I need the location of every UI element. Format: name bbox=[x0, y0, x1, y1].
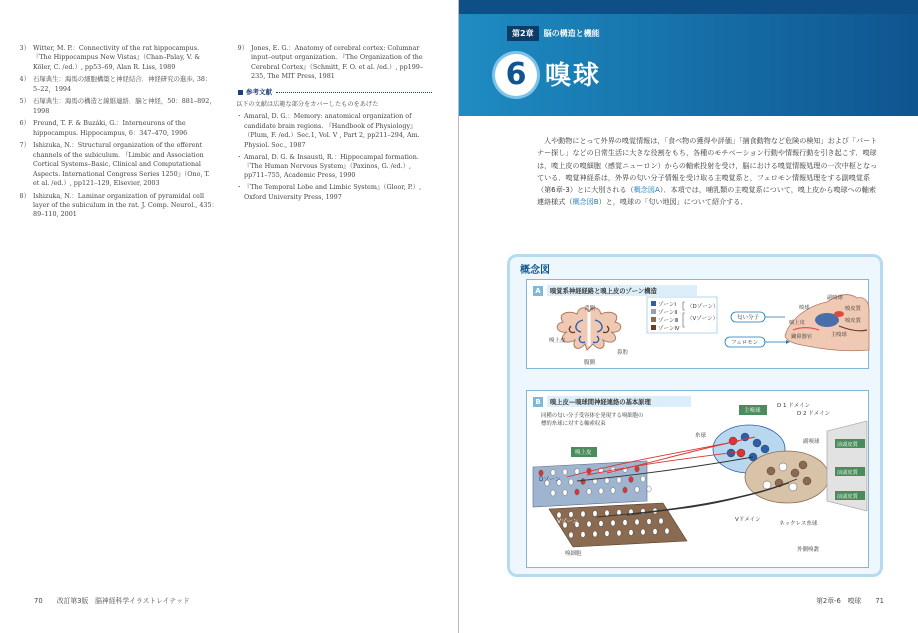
glomerulus-circle bbox=[799, 461, 807, 469]
label-olfactory-epithelium: 嗅上皮 bbox=[549, 338, 566, 344]
label-v-zone: （Vゾーン） bbox=[687, 316, 719, 322]
olfactory-cell-body bbox=[563, 490, 567, 496]
chapter-number: 第2章 bbox=[507, 26, 539, 41]
epithelium-block bbox=[533, 461, 687, 547]
panel-a-title: 嗅覚系神経経路と嗅上皮のゾーン構造 bbox=[547, 285, 697, 296]
olfactory-cell-body bbox=[587, 489, 591, 495]
olfactory-cell-body bbox=[551, 490, 555, 496]
olfactory-cell-body bbox=[635, 487, 639, 493]
zone-label: ゾーンⅢ bbox=[658, 318, 679, 324]
olfactory-cell-body bbox=[617, 530, 621, 536]
label-nasal-cavity: 鼻腔 bbox=[617, 350, 629, 356]
label-d-zone-b: Dゾーン bbox=[539, 477, 561, 483]
references-column-1 bbox=[18, 44, 218, 223]
panel-a-label: A bbox=[533, 286, 543, 296]
reference-item bbox=[18, 75, 218, 94]
right-page bbox=[459, 0, 918, 633]
olfactory-cell-body bbox=[593, 531, 597, 537]
label-external-plexiform: 外側嗅叢 bbox=[797, 547, 820, 553]
reference-number: 4） bbox=[19, 75, 30, 84]
olfactory-cell-body bbox=[635, 466, 639, 472]
olfactory-cell-body bbox=[599, 488, 603, 494]
section-number: 6 bbox=[495, 54, 537, 96]
olfactory-cell-body bbox=[629, 477, 633, 483]
intro-text: ）．本項では，哺乳類の主嗅覚系について，嗅上皮から嗅球への軸索連絡様式（ bbox=[537, 185, 876, 207]
reference-number: 3） bbox=[19, 44, 30, 52]
reference-item bbox=[18, 97, 218, 116]
zone-swatch bbox=[651, 317, 656, 322]
further-reading-heading bbox=[236, 88, 432, 97]
dotted-rule bbox=[276, 92, 432, 93]
panel-b bbox=[526, 390, 869, 568]
further-reading-item bbox=[236, 112, 432, 150]
olfactory-cell-body bbox=[557, 512, 561, 518]
olfactory-cell-body bbox=[611, 488, 615, 494]
running-title-right: 第2章-6 嗅球 bbox=[816, 597, 862, 605]
label-d1-domain: D 1 ドメイン bbox=[777, 403, 811, 409]
olfactory-cell-body bbox=[641, 476, 645, 482]
zone-legend bbox=[647, 297, 717, 333]
olfactory-cell-body bbox=[563, 469, 567, 475]
olfactory-cell-body bbox=[605, 531, 609, 537]
left-folio bbox=[34, 595, 190, 605]
further-reading-item bbox=[236, 153, 432, 181]
olfactory-cell-body bbox=[539, 470, 543, 476]
bullet-icon: ・ bbox=[236, 183, 243, 192]
panel-a-illustration bbox=[527, 280, 870, 370]
panel-b-illustration bbox=[527, 391, 870, 569]
further-reading-note: 以下の文献は広範な部分をカバーしたものをあげた bbox=[236, 101, 379, 109]
turbinate-illustration bbox=[557, 308, 621, 350]
reference-number: 8） bbox=[19, 191, 30, 200]
reference-text: Jones, E. G.：Anatomy of cerebral cortex: Columnar input–output organization. 『The Organization of the Cerebral Cortex』（Schmitt, F. O. et al. /ed.）, pp199–235, The MIT Press, 1981 bbox=[251, 44, 424, 81]
label-ventral: 腹側 bbox=[584, 360, 596, 366]
olfactory-cell-body bbox=[569, 532, 573, 538]
olfactory-cell-body bbox=[623, 520, 627, 526]
header-top-strip bbox=[459, 0, 918, 14]
figure-reference-link[interactable]: 概念図B bbox=[572, 197, 599, 207]
label-d-zone: （Dゾーン） bbox=[687, 304, 719, 310]
accessory-bulb-shape bbox=[834, 311, 844, 317]
label-olfactory-cortex: 嗅皮質 bbox=[845, 306, 861, 312]
references-list-2 bbox=[236, 44, 432, 82]
label-description-1: 同種の匂い分子受容体を発現する嗅細胞の bbox=[541, 413, 644, 419]
further-reading-text: 『The Temporal Lobe and Limbic System』（Gloor, P.）, Oxford University Press, 1997 bbox=[244, 183, 422, 201]
concept-figure bbox=[507, 254, 883, 577]
reference-item bbox=[18, 119, 218, 138]
zone-label: ゾーンⅣ bbox=[658, 326, 680, 332]
zone-swatch bbox=[651, 309, 656, 314]
olfactory-cell-body bbox=[653, 529, 657, 535]
glomerulus-circle bbox=[803, 477, 811, 485]
label-v-zone-b: Vゾーン bbox=[557, 519, 579, 525]
panel-b-title: 嗅上皮—嗅球間神経連絡の基本原理 bbox=[547, 396, 691, 407]
olfactory-cell-body bbox=[647, 519, 651, 525]
label-anterior-cortex: 前頭皮質 bbox=[837, 442, 858, 448]
section-title: 嗅球 bbox=[545, 61, 602, 91]
chapter-label bbox=[507, 26, 600, 41]
label-olfactory-cortex-2: 嗅皮質 bbox=[845, 318, 861, 324]
reference-item bbox=[18, 192, 218, 220]
label-olfactory-epithelium-2: 嗅上皮 bbox=[789, 320, 805, 326]
glomerulus-circle bbox=[791, 469, 799, 477]
reference-text: Ishizuka, N.：Structural organization of the efferent channels of the subiculum. 『Limbic and Association Cortical Systems–Basic, Clinical and Computational Aspects. International Congress Series 1250』（Ono, T. et al. /ed.）, pp121–129, Elsevier, 2003 bbox=[33, 141, 210, 188]
glomerulus-circle bbox=[753, 439, 761, 447]
label-main-bulb: 嗅球 bbox=[799, 305, 810, 311]
olfactory-cell-body bbox=[641, 529, 645, 535]
panel-b-label: B bbox=[533, 397, 543, 407]
reference-text: Freund, T. F. & Buzáki, G.：Interneurons of the hippocampus. Hippocampus, 6：347–470, 1996 bbox=[33, 119, 188, 137]
reference-text: Witter, M. P.：Connectivity of the rat hippocampus. 『The Hippocampus New Vistas』（Chan–Palay, V. & Köler, C. /ed.）, pp53–69, Alan R. Liss, 1989 bbox=[33, 44, 201, 71]
label-cortex-3: 前頭皮質 bbox=[837, 494, 858, 500]
further-reading-list bbox=[236, 112, 432, 202]
label-vomeronasal: 鋤鼻器官 bbox=[791, 334, 813, 340]
glomerulus-circle bbox=[779, 463, 787, 471]
label-glomerulus: 糸球 bbox=[695, 433, 707, 439]
concept-title: 概念図 bbox=[520, 265, 550, 276]
reference-item bbox=[236, 44, 432, 82]
glomerulus-circle bbox=[737, 449, 745, 457]
square-bullet-icon bbox=[238, 90, 243, 95]
glomerulus-circle bbox=[761, 445, 769, 453]
figure-reference-link[interactable]: 概念図A bbox=[633, 185, 660, 195]
reference-number: 6） bbox=[19, 119, 30, 128]
glomerulus-circle bbox=[763, 481, 771, 489]
label-dorsal: 背側 bbox=[584, 306, 596, 312]
reference-number: 9） bbox=[237, 44, 248, 52]
glomerulus-circle bbox=[789, 483, 797, 491]
further-reading-title: 参考文献 bbox=[246, 87, 272, 96]
label-main-bulb-b: 主嗅球 bbox=[744, 408, 761, 414]
label-cortex-2: 前頭皮質 bbox=[837, 470, 858, 476]
intro-paragraph bbox=[537, 135, 883, 209]
further-reading-text: Amaral, D. G.：Memory: anatomical organization of candidate brain regions. 『Handbook of Physiology』（Plum, F. /ed.）Sec.1, Vol. V , Part 2, pp211–294, Am. Physiol. Soc., 1987 bbox=[244, 112, 420, 149]
reference-item bbox=[18, 141, 218, 188]
olfactory-cell-body bbox=[581, 511, 585, 517]
olfactory-cell-body bbox=[581, 479, 585, 485]
reference-text: Ishizuka, N.：Laminar organization of pyramidal cell layer of the subiculum in the rat. J. Comp. Neurol., 435：89–110, 2001 bbox=[33, 191, 218, 219]
label-d2-domain: D 2 ドメイン bbox=[797, 411, 831, 417]
chapter-title: 脳の構造と機能 bbox=[543, 29, 600, 38]
intro-text: ）と，嗅球の「匂い地図」について紹介する． bbox=[598, 197, 748, 207]
label-olfactory-cell: 嗅細胞 bbox=[565, 551, 582, 557]
chapter-header-band bbox=[459, 0, 918, 116]
olfactory-cell-body bbox=[581, 532, 585, 538]
label-main-bulb-2: 主嗅球 bbox=[831, 332, 847, 338]
running-title-left: 改訂第3版 脳神経科学イラストレイテッド bbox=[56, 597, 190, 605]
olfactory-cell-body bbox=[569, 512, 573, 518]
olfactory-cell-body bbox=[551, 470, 555, 476]
right-folio bbox=[816, 595, 884, 605]
label-pheromone: フェロモン bbox=[731, 340, 759, 346]
label-description-2: 標的糸球に対する軸索収束 bbox=[541, 421, 606, 427]
further-reading-item bbox=[236, 183, 432, 202]
label-olfactory-epithelium-b: 嗅上皮 bbox=[575, 450, 592, 456]
olfactory-cell-body bbox=[635, 519, 639, 525]
olfactory-cell-body bbox=[593, 511, 597, 517]
reference-number: 5） bbox=[19, 97, 30, 106]
zone-label: ゾーンⅡ bbox=[658, 310, 678, 316]
olfactory-cell-body bbox=[659, 518, 663, 524]
bullet-icon: ・ bbox=[236, 152, 243, 161]
olfactory-cell-body bbox=[617, 477, 621, 483]
glomerulus-circle bbox=[767, 467, 775, 475]
label-accessory-bulb: 副嗅球 bbox=[827, 295, 843, 301]
olfactory-cell-body bbox=[629, 530, 633, 536]
olfactory-cell-body bbox=[569, 479, 573, 485]
olfactory-cell-body bbox=[575, 489, 579, 495]
olfactory-cell-body bbox=[605, 510, 609, 516]
label-accessory-bulb-b: 副嗅球 bbox=[803, 439, 820, 445]
further-reading-text: Amaral, D. G. & Insausti, R.：Hippocampal formation. 『The Human Nervous System』（Paxinos, G. /ed.）, pp711–755, Academic Press, 1990 bbox=[244, 152, 419, 180]
page-number-right: 71 bbox=[875, 597, 884, 605]
references-column-2 bbox=[236, 44, 432, 205]
intro-text: 人や動物にとって外界の嗅覚情報は，「食べ物の獲得や評価」「捕食動物など危険の検知」および「パートナー探し」などの日常生活に大きな役割をもち，各種のモチベーション行動や情報行動を引き起こす．嗅球は，嗅上皮の嗅細胞（感覚ニューロン）からの軸索投射を受け，脳における嗅覚情報処理の一次中枢となっている．嗅覚神経系は，外界の匂い分子情報を受け取る主嗅覚系と，フェロモン情報処理をする副嗅覚系（第6章-3）とに大別される（ bbox=[537, 136, 878, 195]
bullet-icon: ・ bbox=[236, 112, 243, 121]
page-number-left: 70 bbox=[34, 597, 43, 605]
reference-text: 石塚典生：海馬の細胞構築と神経結合．神経研究の進歩, 38：5–22，1994 bbox=[33, 75, 212, 93]
olfactory-cell-body bbox=[647, 486, 651, 492]
label-necklace: ネックレス糸球 bbox=[779, 521, 818, 527]
reference-number: 7） bbox=[19, 141, 30, 150]
zone-swatch bbox=[651, 325, 656, 330]
reference-text: 石塚典生：海馬の構造と線維連絡．脳と神経，50：881–892，1998 bbox=[33, 97, 216, 115]
olfactory-cell-body bbox=[665, 528, 669, 534]
label-v-domain: Vドメイン bbox=[735, 517, 761, 523]
label-odor-molecule: 匂い分子 bbox=[737, 315, 760, 321]
zone-swatch bbox=[651, 301, 656, 306]
zone-label: ゾーンⅠ bbox=[658, 302, 677, 308]
olfactory-cell-body bbox=[587, 521, 591, 527]
olfactory-cell-body bbox=[599, 521, 603, 527]
reference-item bbox=[18, 44, 218, 72]
olfactory-cell-body bbox=[623, 487, 627, 493]
panel-a bbox=[526, 279, 869, 369]
olfactory-cell-body bbox=[611, 520, 615, 526]
